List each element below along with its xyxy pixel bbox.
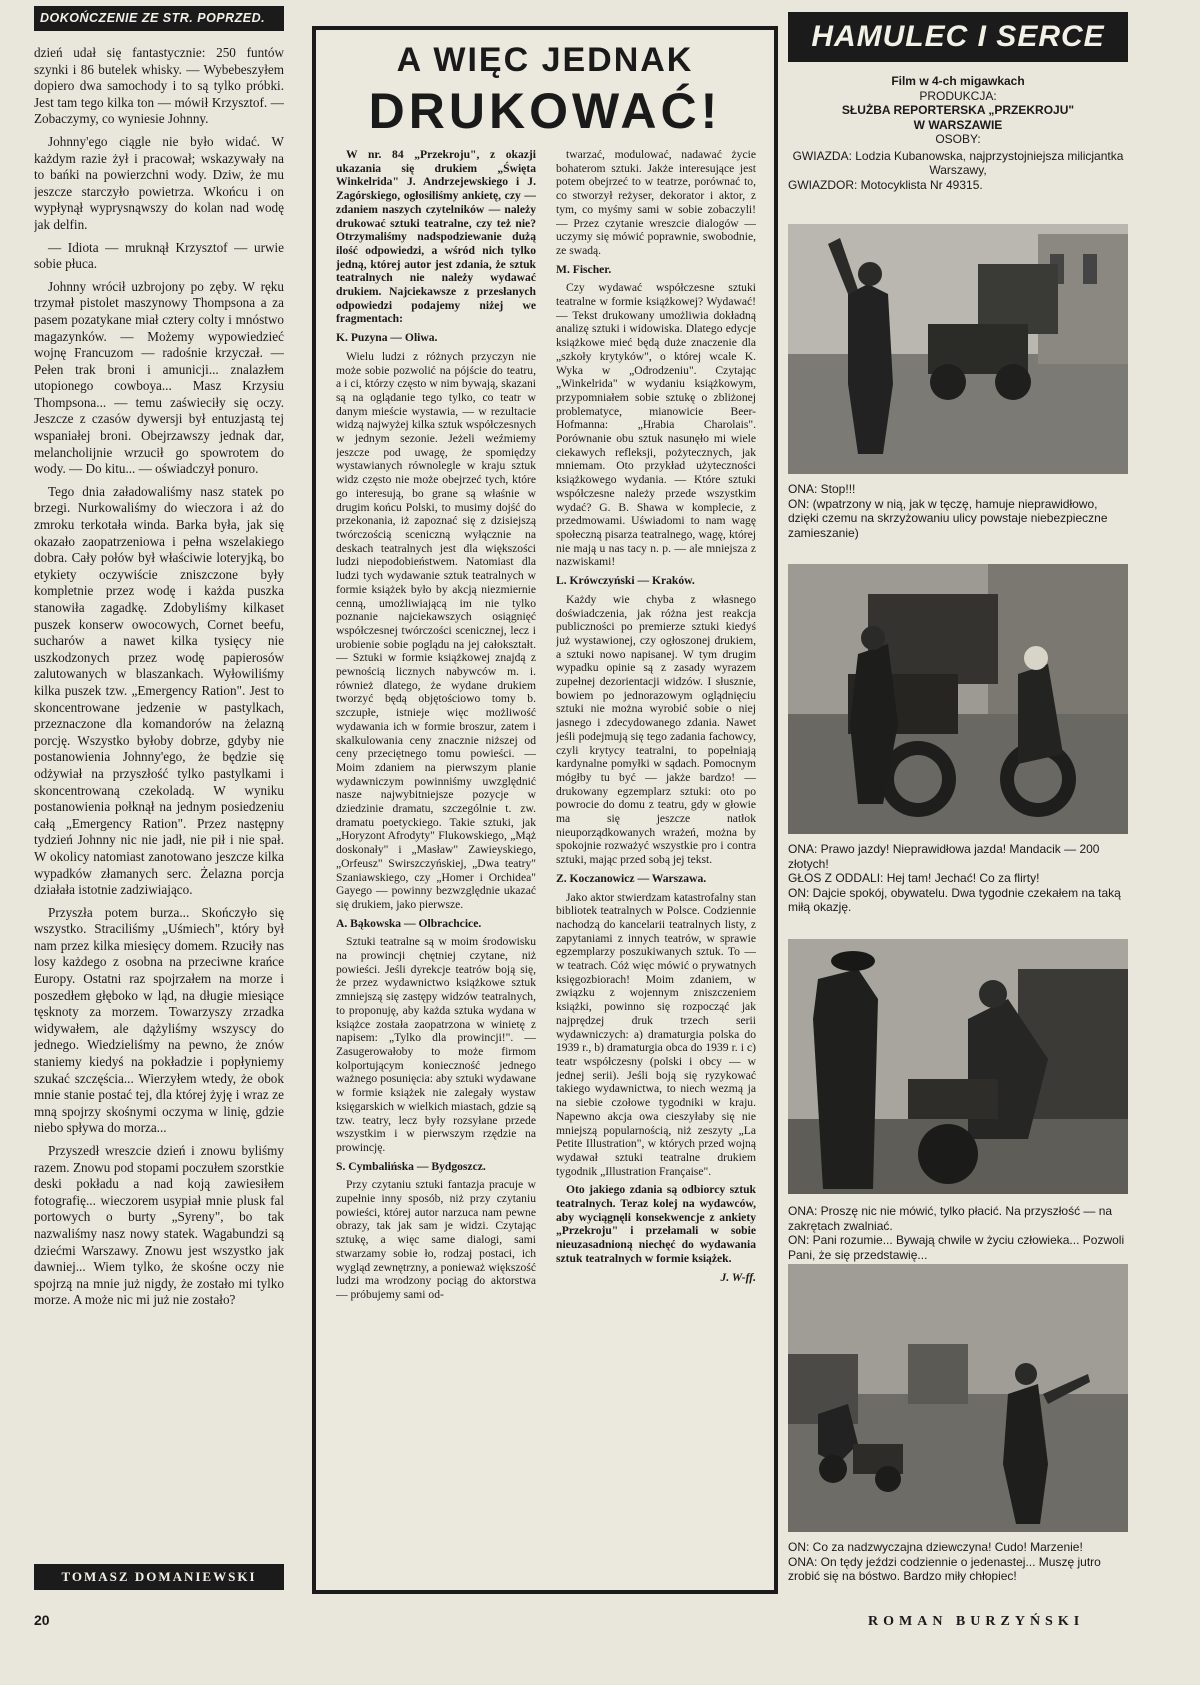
letter-author: L. Krówczyński — Kraków. [556,574,695,588]
photo-story-title: HAMULEC I SERCE [788,12,1128,62]
photo-3-payment [788,939,1128,1194]
cast-star-male: GWIAZDOR: Motocyklista Nr 49315. [788,177,983,192]
photo-story-author: ROMAN BURZYŃSKI [868,1614,1085,1629]
caption-3: ONA: Proszę nic nie mówić, tylko płacić. Na przyszłość — na zakrętach zwalniać. ON: Pani rozumie... Bywają chwile w życiu człowieka... Pozwoli Pani, że się przedstawię... [788,1204,1125,1262]
credits-production-1: SŁUŻBA REPORTERSKA „PRZEKROJU" [841,103,1075,117]
photo-2-license-check [788,564,1128,834]
survey-article-box [312,26,778,1594]
paragraph: Przyszła potem burza... Skończyło się wszystko. Straciliśmy „Uśmiech", który był nam przez kilka miesięcy domem. Rzuciły nas losy każdego z osobna na przeciwne krańce Europy. Ostatni raz spojrzałem na morze i poszedłem głęboko w ląd, na długie miesiące tęsknoty za morzem. Towarzyszy zrzadka widywałem, ale dążyliśmy wszyscy do jednego. Wiedzieliśmy na pewno, że znów staniemy kiedyś na pokładzie i popłyniemy szukać szczęścia... Wierzyłem wtedy, że obok mnie stanie postać tej, dla której żyję i wraz ze mną spojrzy skośnymi oczyma w linię, gdzie niebo spływa do morza... [34,904,284,1136]
credits-production-2: W WARSZAWIE [913,117,1003,132]
credits-subtitle: Film w 4-ch migawkach [891,74,1025,88]
photo-4-farewell [788,1264,1128,1532]
credits [788,74,1128,147]
paragraph: Przyszedł wreszcie dzień i znowu byliśmy razem. Znowu pod stopami poczułem szorstkie deski pokładu a nad koją zawiesiłem fotografię... wieczorem usypiał mnie plusk fal portowych o burty „Syreny", bo tak nazwaliśmy nasz nowy statek. Wagabundzi są dziećmi Warszawy. Znowu jest wszystko jak dawniej... Wiem tylko, że skośne oczy nie spojrzą na mnie już nigdy, że zostało mi tylko morze. A może nic mi już nie zostało? [34,1143,284,1308]
left-column [34,6,284,1646]
letter-author: A. Bąkowska — Olbrachcice. [336,916,482,930]
paragraph: Johnny wrócił uzbrojony po zęby. W ręku trzymał pistolet maszynowy Thompsona a za pasem pozatykane miał cztery colty i mnóstwo magazynków. — Możemy wypowiedzieć wojnę Francuzom — radośnie krzyczał. — Pełen trak broni i amunicji... znalazłem utopionego cowboya... Masz Krzysiu Thompsona... — temu zaświeciły się oczy. Jeszcze z czasów dywersji był entuzjastą tej wspaniałej broni. Obejrzawszy jednak dar, melancholijnie wrzucił go spowrotem do wody. — Do kitu... — oświadczył ponuro. [34,278,284,477]
letter-text: Przy czytaniu sztuki fantazja pracuje w zupełnie inny sposób, niż przy czytaniu powieści, której autor narzuca nam pewne obrazy, tak jak sam je widzi. Czytając sztukę, a więc same dialogi, sami stwarzamy sobie ło, rodzaj postaci, ich wygląd zewnętrzny, a ponieważ większość ludzi ma wrodzony pociąg do aktorstwa — próbujemy sami od- [336,1178,536,1301]
letter-author: M. Fischer. [556,262,612,276]
credits-production-label: PRODUKCJA: [919,88,997,103]
continuation-banner: DOKOŃCZENIE ZE STR. POPRZED. [34,6,284,31]
caption-2: ONA: Prawo jazdy! Nieprawidłowa jazda! Mandacik — 200 złotych! GŁOS Z ODDALI: Hej tam! Jechać! Co za flirty! ON: Dajcie spokój, obywatelu. Dwa tygodnie czekałem na taką miłą okazję. [788,842,1121,915]
paragraph: — Idiota — mruknął Krzysztof — urwie sobie płuca. [34,239,284,272]
letter-author: K. Puzyna — Oliwa. [336,331,438,345]
caption-4: ON: Co za nadzwyczajna dziewczyna! Cudo! Marzenie! ONA: On tędy jeździ codziennie o jedenastej... Muszę jutro zrobić się na bóstwo. Bardzo miły chłopiec! [788,1540,1101,1584]
paragraph: Tego dnia załadowaliśmy nasz statek po brzegi. Nurkowaliśmy do wieczora i aż do zmroku terkotała winda. Barka była, jak się okazało zaopatrzeniowa i pełna wszelakiego dobra. Cały połów był właściwie loteryjką, bo etykiety oczywiście zniszczone były kompletnie przez wodę i każda puszka stanowiła zagadkę. Zdobyliśmy kilkaset puszek konserw owocowych, Cornet beefu, sucharów a nawet kilka tysięcy nie uszkodzonych przez wodę papierosów zalutowanych w blaszankach. Wyłowiliśmy kilka puszek tzw. „Emergency Ration". Jest to skoncentrowane jedzenie w pastylkach, przeznaczone dla komandorów na żelazną porcję. Wszystko byłoby dobrze, gdyby nie postanowienia Johnny'ego, że będzie się odżywiał na przyszłość tylko pastylkami i skoncentrowaną czekoladą. W wyniku postanowienia połknął na jednym posiedzeniu całą „Emergency Ration". Przez następny tydzień Johnny nic nie jadł, nie pił i nie spał. W okolicy natomiast zanotowano jeszcze kilka wypadków złamanych serc. Żelazna porcja działała istotnie zadziwiająco. [34,483,284,898]
cast-list [788,149,1128,193]
paragraph: dzień udał się fantastycznie: 250 funtów szynki i 86 butelek whisky. — Wybebeszyłem dopiero dwa samochody i to są tylko próbki. Jest tam tego kilka ton — mówił Krzysztof. — Zobaczymy, co wyniesie Johnny. [34,45,284,127]
letter-text: Wielu ludzi z różnych przyczyn nie może sobie pozwolić na pójście do teatru, a i ci, którzy często w nim bywają, skazani są na oglądanie tego tylko, co teatr w danym mieście wystawia, — w rezultacie widzą najwyżej kilka sztuk współczesnych w jednym sezonie. Jeżeli weźmiemy jeszcze pod uwagę, że spomiędzy wystawianych równolegle w kraju sztuk widz często nie może obejrzeć tych, które go interesują, bo grane są właśnie w drugim końcu Polski, to musimy dojść do przekonania, iż zapoznać się z dzisiejszą twórczością sceniczną wyłącznie na deskach teatralnych jest dla większości ludzi niepodobieństwem. Natomiast dla ludzi tych wydawanie sztuk teatralnych w formie książek było by akcją niezmiernie cenną, umożliwiającą im nie tylko poznanie najciekawszych osiągnięć współczesnej twórczości scenicznej, lecz i urobienie sobie poglądu na jej całokształt. — Sztuki w formie książkowej znajdą z pewnością licznych nabywców m. i. również dlatego, że wydane drukiem tworzyć będą objętościowo tomy b. szczupłe, istnieje więc możliwość wydawania ich w formie broszur, zatem i skalkulowania ceny znacznie niższej od ceny przeciętnego tomu powieści. — Moim zdaniem na pierwszym planie wydawniczym powinniśmy uwzględnić nasze najwybitniejsze pozycje w dziedzinie dramatu, szczególnie t. zw. dramatu poetyckiego. Takie sztuki, jak „Horyzont Afrodyty" Flukowskiego, „Mąż doskonały" i „Masław" Zawieyskiego, „Orfeusz" Swirszczyńskiej, „Dwa teatry" Szaniawskiego, czy „Homer i Orchidea" Gayego — powinny bezwzględnie ukazać się drukiem, jako pierwsze. [336,349,536,911]
editorial-note: Oto jakiego zdania są odbiorcy sztuk teatralnych. Teraz kolej na wydawców, aby wyciągnęli konsekwencje z ankiety „Przekroju" i przełamali w sobie nieuzasadnioną niechęć do wydawania sztuk teatralnych w formie książek. [556,1183,756,1265]
letter-text: twarzać, modulować, nadawać życie bohaterom sztuki. Jakże interesujące jest potem obejrzeć to w teatrze, porównać to, co stworzył reżyser, dekorator i aktor, z tym, co myśmy sami w sobie zobaczyli! — Przez czytanie wreszcie dialogów — uczymy się mówić poprawnie, swobodnie, ze swadą. [556,148,756,257]
editor-signature: J. W-ff. [720,1270,756,1284]
page-number: 20 [34,1612,50,1628]
editorial-note: W nr. 84 „Przekroju", z okazji ukazania się drukiem „Święta Winkelrida" J. Andrzejewskiego i J. Zagórskiego, ogłosiliśmy ankietę, czy — zdaniem naszych czytelników — należy drukować sztuki teatralne, czy też nie? Otrzymaliśmy nadspodziewanie dużą ilość odpowiedzi, a wśród nich tylko jedną, której autor jest zdania, że sztuk teatralnych nie należy wydawać drukiem. Najciekawsze z przesłanych odpowiedzi podajemy niżej we fragmentach: [336,148,536,326]
letter-text: Jako aktor stwierdzam katastrofalny stan bibliotek teatralnych w Polsce. Codziennie nachodzą do kancelarii teatralnych listy, z zapytaniami z innych teatrów, w sprawie egzemplarzy poszukiwanych sztuk. To — w teatrach. Cóż więc mówić o prywatnych księgozbiorach! Moim zdaniem, w związku z wojennym zniszczeniem książki, powinno się rozpocząć jak najprędzej druk trzech serii wydawniczych: a) dramaturgia polska do 1939 r., b) dramaturgia obca do 1939 r. i c) teatr współczesny (polski i obcy — w jednej serii). Jeśli boją się ryzykować takiego wydawnictwa, to niech wezmą ja na siebie czołowe tygodniki w kraju. Napewno akcja owa cieszyłaby się nie mniejszą popularnością, niż zeszyty „La Petite Illustration", w których przed wojną wydawał sztuki teatralne drukiem tygodnik „Illustration Française". [556,890,756,1178]
paragraph: Johnny'ego ciągle nie było widać. W każdym razie żył i pracował; wskazywały na to bańki na powierzchni wody. Dziw, że mu jeszcze starczyło powietrza. Wkońcu i on wypłynął wyprysnąwszy do kolan nad wodę jak delfin. [34,133,284,232]
author-signature: TOMASZ DOMANIEWSKI [34,1564,284,1590]
credits-cast-label: OSOBY: [935,132,981,146]
letter-text: Sztuki teatralne są w moim środowisku na prowincji chętniej czytane, niż powieści. Jeśli dyrekcje teatrów boją się, że przez wydawnictwo książkowe sztuk zmniejszą się zastępy widzów teatralnych, to proponuję, aby każda sztuka wydana w książce została zaopatrzona w winietę z napisem: „Tylko dla prowincji!". — Zasugerowałoby to może firmom kolportującym konieczność jednego ważnego posunięcia: aby sztuki wydawane w formie książek nie zalegały wystaw księgarskich w wielkich miastach, gdzie są tzw. teatry, lecz były rozsyłane przede wszystkim i w pierwszym rzędzie na prowincję. [336,935,536,1154]
caption-1: ONA: Stop!!! ON: (wpatrzony w nią, jak w tęczę, hamuje nieprawidłowo, dzięki czemu na skrzyżowaniu ulicy powstaje niebezpieczne zamieszanie) [788,482,1108,540]
article-columns [336,148,756,1578]
article-column-right [556,148,756,1578]
article-column-left [336,148,536,1578]
letter-author: S. Cymbalińska — Bydgoszcz. [336,1159,486,1173]
story-text [34,45,284,1565]
letter-text: Czy wydawać współczesne sztuki teatralne w formie książkowej? Wydawać! — Tekst drukowany umożliwia dokładną analizę sztuki i widowiska. Dlatego edycje książkowe mieć będą duże znaczenie dla „szkoły krytyków", o której wcale K. Wyka w „Odrodzeniu". Czytając „Winkelrida" w wydaniu książkowym, przypomniałem sobie sztukę o zbliżonej problematyce, mianowicie Beer-Hofmanna: „Hrabia Charolais". Porównanie obu sztuk nasunęło mi wiele ciekawych refleksji, pożytecznych, jak mniemam. Oto przykład użyteczności książkowego wydania. — Które sztuki współczesne należy przede wszystkim wydać? G. B. Shawa w komplecie, z przedmowami. Uświadomi to nam wagę społeczną pisarza teatralnego, wagę, której nie mają u nas tacy n. p. — ale mniejsza z nazwiskami! [556,281,756,569]
photo-story-column [788,12,1128,1662]
cast-star: GWIAZDA: Lodzia Kubanowska, najprzystojniejsza milicjantka Warszawy, [792,148,1124,177]
letter-author: Z. Koczanowicz — Warszawa. [556,871,707,885]
photo-1-traffic-stop [788,224,1128,474]
letter-text: Każdy wie chyba z własnego doświadczenia, jak różna jest reakcja publiczności po premierze sztuki kiedyś już wystawionej, czy ogłoszonej drukiem, a sztuki nowo napisanej. W tym drugim wypadku opinie są z zasady wyrazem zupełnej dezorientacji widzów. I słusznie, bowiem po jednorazowym oglądnięciu sztuki nie można wyrobić sobie o niej jasnego i zdecydowanego zdania. Nawet jeśli podejmują się tego zadania fachowcy, czyli krytycy teatralni, to popełniają kardynalne pomyłki w sądach. Pomocnym mógłby tu być — jakże bardzo! — drukowany egzemplarz sztuki: oto po powrocie do domu z teatru, gdy w głowie ma się jeszcze natłok nieuporządkowanych wrażeń, można by spokojnie rozważyć wszystkie pro i contra sztuki, mając przed sobą jej tekst. [556,592,756,867]
article-title-line2: DRUKOWAĆ! [368,83,722,139]
article-title-line1: A WIĘC JEDNAK [396,41,694,79]
